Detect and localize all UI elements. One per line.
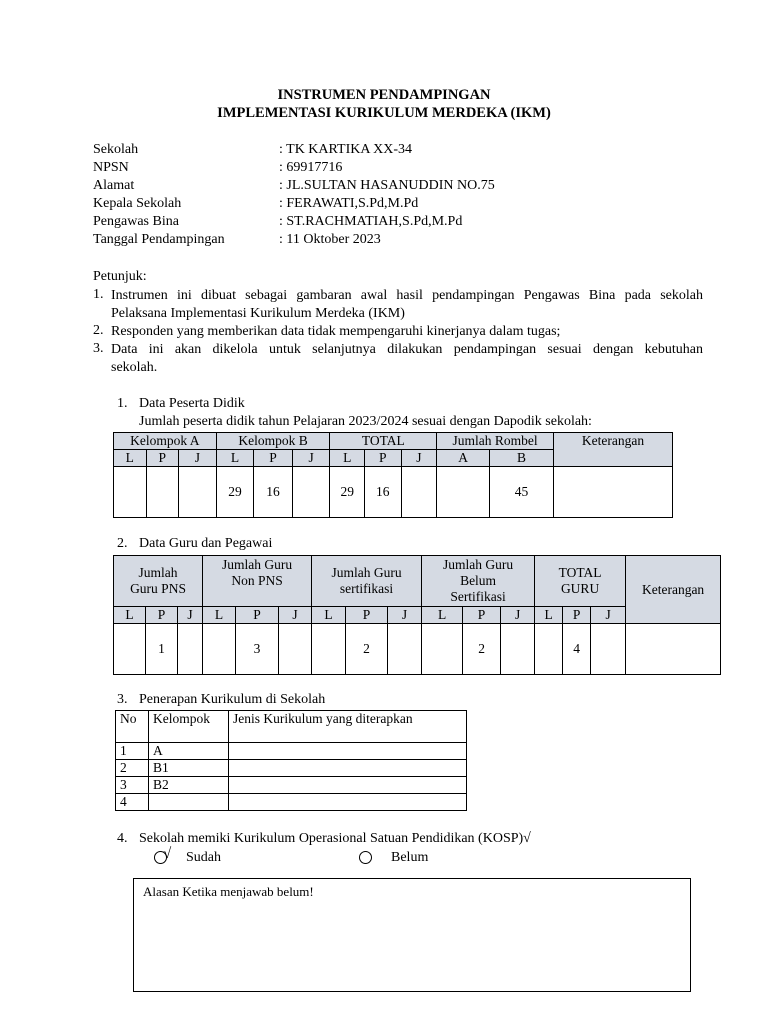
radio-belum[interactable] xyxy=(359,851,372,864)
data-cell: 16 xyxy=(365,467,402,518)
section4-number: 4. xyxy=(117,831,128,846)
subheader-cell: P xyxy=(254,450,293,467)
petunjuk-item-2-line1: Responden yang memberikan data tidak mempengaruhi kinerjanya dalam tugas; xyxy=(111,324,561,339)
header-total-guru xyxy=(535,556,626,607)
data-cell: 45 xyxy=(489,467,553,518)
subheader-cell: J xyxy=(279,607,312,624)
subheader-cell: J xyxy=(178,607,203,624)
data-cell xyxy=(388,624,422,675)
subheader-cell: P xyxy=(346,607,388,624)
data-cell xyxy=(422,624,463,675)
data-cell xyxy=(501,624,535,675)
peserta-didik-table xyxy=(113,432,673,518)
header-guru-sertifikasi-line1: Jumlah Guru xyxy=(331,565,402,580)
subheader-cell: J xyxy=(179,450,217,467)
subheader-cell: L xyxy=(203,607,236,624)
subheader-cell: L xyxy=(535,607,563,624)
petunjuk-num-2: 2. xyxy=(93,323,104,338)
header-jumlah-rombel: Jumlah Rombel xyxy=(437,433,554,450)
identity-label-kepala-sekolah: Kepala Sekolah xyxy=(93,196,182,211)
row-jenis xyxy=(229,794,467,811)
data-cell xyxy=(146,467,179,518)
header-guru-pns-line1: Jumlah xyxy=(138,565,178,580)
header-guru-belum-sertifikasi xyxy=(422,556,535,607)
data-cell xyxy=(401,467,437,518)
row-kelompok xyxy=(149,794,229,811)
table-row xyxy=(116,760,467,777)
subheader-cell: L xyxy=(216,450,254,467)
petunjuk-item-3-line2: sekolah. xyxy=(111,360,158,375)
header-keterangan: Keterangan xyxy=(626,556,721,624)
section1-subtitle: Jumlah peserta didik tahun Pelajaran 2023/2024 sesuai dengan Dapodik sekolah: xyxy=(139,414,592,429)
subheader-cell: P xyxy=(146,450,179,467)
identity-value-kepala-sekolah: : FERAWATI,S.Pd,M.Pd xyxy=(279,196,419,211)
subheader-cell: J xyxy=(591,607,626,624)
option-belum-label: Belum xyxy=(391,850,429,865)
data-cell xyxy=(626,624,721,675)
row-kelompok: B2 xyxy=(149,777,229,794)
subheader-cell: L xyxy=(114,450,147,467)
row-jenis xyxy=(229,777,467,794)
row-kelompok: B1 xyxy=(149,760,229,777)
subheader-cell: P xyxy=(463,607,501,624)
identity-value-tanggal: : 11 Oktober 2023 xyxy=(279,232,381,247)
data-cell: 29 xyxy=(216,467,254,518)
subheader-cell: J xyxy=(388,607,422,624)
subheader-cell: P xyxy=(146,607,178,624)
petunjuk-num-1: 1. xyxy=(93,287,104,302)
data-cell: 29 xyxy=(330,467,365,518)
header-guru-pns-line2: Guru PNS xyxy=(130,581,186,596)
subheader-cell: B xyxy=(489,450,553,467)
table-row xyxy=(114,624,721,675)
subheader-cell: P xyxy=(563,607,591,624)
identity-value-sekolah: : TK KARTIKA XX-34 xyxy=(279,142,413,157)
data-cell xyxy=(114,624,146,675)
subheader-cell: L xyxy=(312,607,346,624)
data-cell xyxy=(437,467,490,518)
header-guru-non-pns-line2: Non PNS xyxy=(231,573,283,588)
section1-number: 1. xyxy=(117,396,128,411)
header-no: No xyxy=(116,711,149,743)
data-cell xyxy=(591,624,626,675)
header-total-guru-line2: GURU xyxy=(560,581,600,596)
header-total: TOTAL xyxy=(330,433,437,450)
data-cell: 2 xyxy=(346,624,388,675)
section4-title: Sekolah memiki Kurikulum Operasional Satuan Pendidikan (KOSP)√ xyxy=(139,831,531,846)
penerapan-kurikulum-table xyxy=(115,710,467,811)
data-cell xyxy=(292,467,330,518)
identity-label-npsn: NPSN xyxy=(93,160,129,175)
subheader-cell: A xyxy=(437,450,490,467)
petunjuk-item-3-line1: Data ini akan dikelola untuk selanjutnya dilakukan pendampingan sesuai dengan kebutuhan xyxy=(111,342,703,357)
table-row xyxy=(116,777,467,794)
data-cell: 16 xyxy=(254,467,293,518)
subheader-cell: J xyxy=(401,450,437,467)
identity-label-alamat: Alamat xyxy=(93,178,135,193)
check-mark-icon: √ xyxy=(163,846,172,862)
header-total-guru-line1: TOTAL xyxy=(558,565,602,580)
header-guru-belum-line3: Sertifikasi xyxy=(450,589,506,604)
row-jenis xyxy=(229,743,467,760)
document-title-line1: INSTRUMEN PENDAMPINGAN xyxy=(277,87,491,103)
header-guru-non-pns xyxy=(203,556,312,607)
row-no: 2 xyxy=(116,760,149,777)
data-cell xyxy=(203,624,236,675)
data-cell xyxy=(535,624,563,675)
identity-label-tanggal: Tanggal Pendampingan xyxy=(93,232,225,247)
subheader-cell: J xyxy=(292,450,330,467)
subheader-cell: L xyxy=(330,450,365,467)
header-guru-sertifikasi xyxy=(312,556,422,607)
petunjuk-num-3: 3. xyxy=(93,341,104,356)
reason-box[interactable] xyxy=(133,878,691,992)
subheader-cell: P xyxy=(365,450,402,467)
petunjuk-item-1-line1: Instrumen ini dibuat sebagai gambaran awal hasil pendampingan Pengawas Bina pada sekolah xyxy=(111,288,703,303)
data-cell xyxy=(554,467,673,518)
petunjuk-item-1-line2: Pelaksana Implementasi Kurikulum Merdeka (IKM) xyxy=(111,306,405,321)
header-keterangan: Keterangan xyxy=(554,433,673,467)
header-guru-sertifikasi-line2: sertifikasi xyxy=(339,581,394,596)
table-row xyxy=(116,743,467,760)
identity-label-sekolah: Sekolah xyxy=(93,142,139,157)
identity-value-alamat: : JL.SULTAN HASANUDDIN NO.75 xyxy=(279,178,495,193)
section2-title: Data Guru dan Pegawai xyxy=(139,536,273,551)
identity-value-pengawas-bina: : ST.RACHMATIAH,S.Pd,M.Pd xyxy=(279,214,463,229)
petunjuk-heading: Petunjuk: xyxy=(93,269,147,284)
header-guru-non-pns-line1: Jumlah Guru xyxy=(221,557,293,572)
data-cell xyxy=(279,624,312,675)
header-guru-belum-line1: Jumlah Guru xyxy=(443,557,514,572)
row-jenis xyxy=(229,760,467,777)
row-no: 1 xyxy=(116,743,149,760)
header-kelompok: Kelompok xyxy=(149,711,229,743)
section3-title: Penerapan Kurikulum di Sekolah xyxy=(139,692,326,707)
row-no: 4 xyxy=(116,794,149,811)
option-sudah-label: Sudah xyxy=(186,850,221,865)
subheader-cell: J xyxy=(501,607,535,624)
row-kelompok: A xyxy=(149,743,229,760)
data-cell: 3 xyxy=(236,624,279,675)
header-guru-belum-line2: Belum xyxy=(460,573,497,588)
header-jenis-kurikulum: Jenis Kurikulum yang diterapkan xyxy=(229,711,467,743)
section3-number: 3. xyxy=(117,692,128,707)
subheader-cell: P xyxy=(236,607,279,624)
document-title-line2: IMPLEMENTASI KURIKULUM MERDEKA (IKM) xyxy=(217,105,551,121)
data-cell: 1 xyxy=(146,624,178,675)
row-no: 3 xyxy=(116,777,149,794)
identity-value-npsn: : 69917716 xyxy=(279,160,343,175)
subheader-cell: L xyxy=(114,607,146,624)
header-kelompok-b: Kelompok B xyxy=(216,433,330,450)
data-cell xyxy=(178,624,203,675)
data-cell xyxy=(179,467,217,518)
data-cell xyxy=(312,624,346,675)
identity-label-pengawas-bina: Pengawas Bina xyxy=(93,214,179,229)
reason-label: Alasan Ketika menjawab belum! xyxy=(143,884,314,899)
guru-pegawai-table xyxy=(113,555,721,675)
data-cell: 2 xyxy=(463,624,501,675)
section2-number: 2. xyxy=(117,536,128,551)
data-cell: 4 xyxy=(563,624,591,675)
header-guru-pns xyxy=(114,556,203,607)
table-row xyxy=(116,794,467,811)
data-cell xyxy=(114,467,147,518)
table-row xyxy=(114,467,673,518)
section1-title: Data Peserta Didik xyxy=(139,396,245,411)
subheader-cell: L xyxy=(422,607,463,624)
header-kelompok-a: Kelompok A xyxy=(114,433,217,450)
